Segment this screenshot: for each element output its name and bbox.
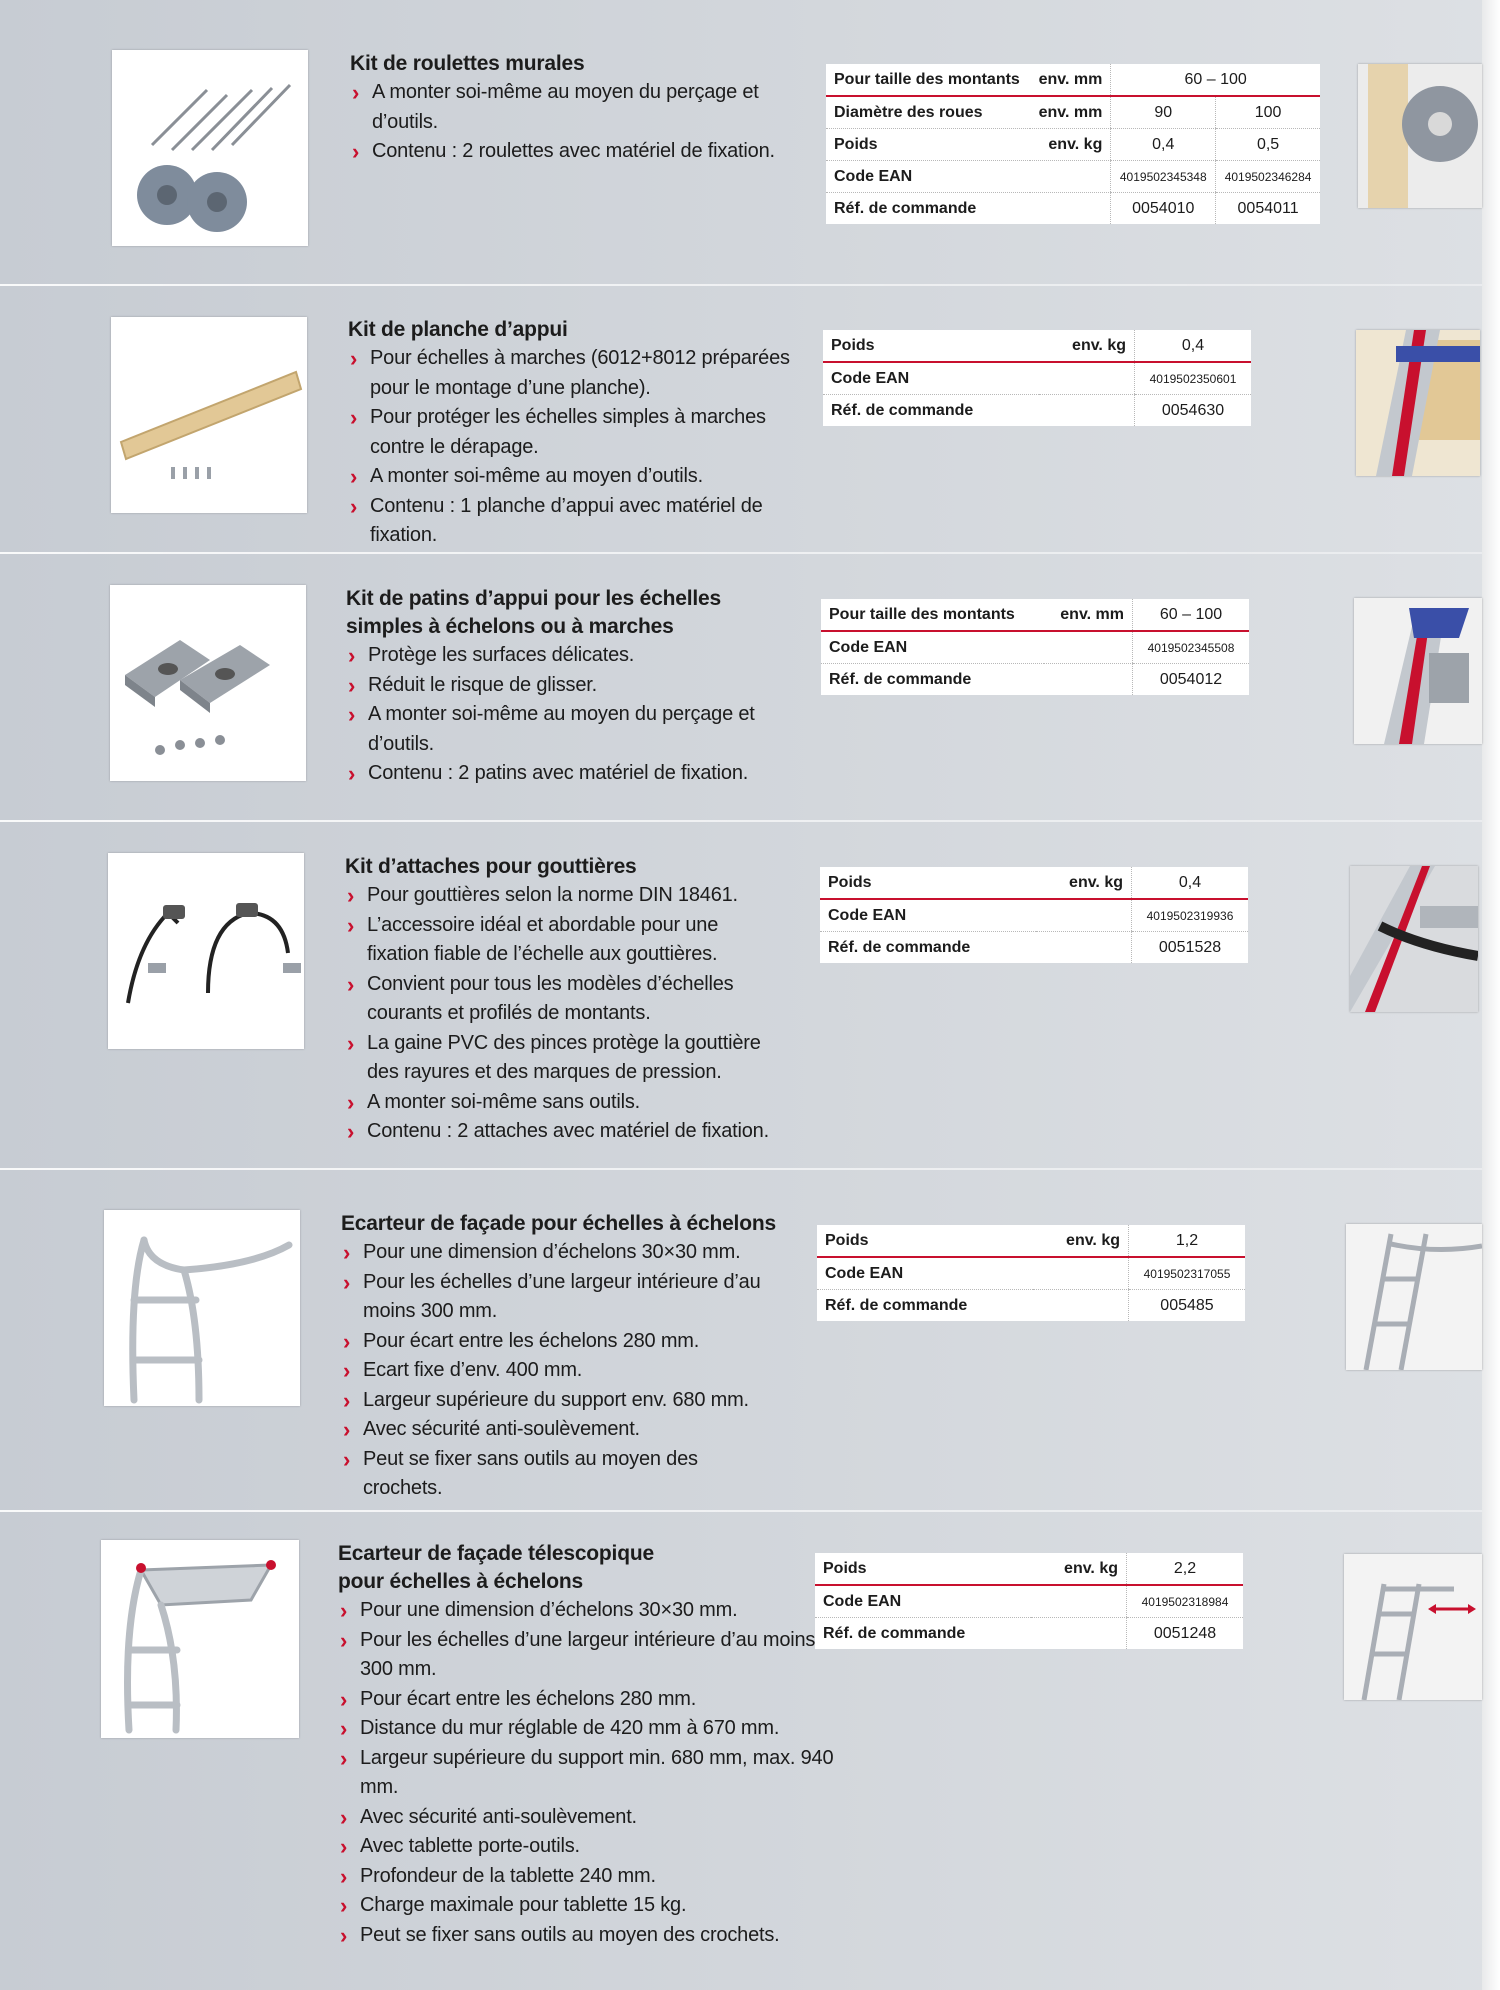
feature-item: › Avec tablette porte-outils. bbox=[338, 1832, 838, 1862]
spec-value: 0,4 bbox=[1135, 330, 1252, 362]
section-divider bbox=[0, 1510, 1482, 1512]
spec-table bbox=[817, 1225, 1245, 1321]
spec-value: 2,2 bbox=[1127, 1553, 1244, 1585]
feature-item: › Avec sécurité anti-soulèvement. bbox=[341, 1415, 781, 1445]
feature-item: › Avec sécurité anti-soulèvement. bbox=[338, 1803, 838, 1833]
feature-item: › Distance du mur réglable de 420 mm à 670 mm. bbox=[338, 1714, 838, 1744]
page-edge bbox=[1482, 0, 1500, 1990]
spec-label: Poids bbox=[826, 129, 1030, 161]
product-title: Kit d’attaches pour gouttières bbox=[345, 855, 637, 878]
spec-value: 4019502350601 bbox=[1135, 362, 1252, 395]
feature-item: › Pour échelles à marches (6012+8012 préparées pour le montage d’une planche). bbox=[348, 344, 818, 403]
feature-item: › Pour une dimension d’échelons 30×30 mm. bbox=[338, 1596, 838, 1626]
spec-label: Poids bbox=[823, 330, 1039, 362]
spec-unit bbox=[1030, 193, 1111, 225]
spec-unit: env. mm bbox=[1044, 599, 1133, 631]
support-board-description bbox=[348, 316, 818, 551]
spec-unit: env. kg bbox=[1036, 867, 1132, 899]
product-title: Kit de planche d’appui bbox=[348, 318, 568, 341]
product-title: Kit de patins d’appui pour les échelles simples à échelons ou à marches bbox=[346, 587, 721, 638]
facade-spacer-photo bbox=[104, 1210, 300, 1406]
gutter-clips-photo bbox=[108, 853, 304, 1049]
spec-value: 0,5 bbox=[1216, 129, 1320, 161]
spec-unit bbox=[1033, 1257, 1129, 1290]
spec-label: Code EAN bbox=[820, 899, 1036, 932]
feature-item: › Pour gouttières selon la norme DIN 18461. bbox=[345, 881, 785, 911]
spec-label: Réf. de commande bbox=[831, 401, 974, 419]
feature-item: › Peut se fixer sans outils au moyen des crochets. bbox=[341, 1445, 781, 1504]
spec-value: 100 bbox=[1216, 96, 1320, 129]
wall-rollers-photo bbox=[112, 50, 308, 246]
spec-table bbox=[823, 330, 1251, 426]
spec-value: 0054010 bbox=[1111, 193, 1216, 225]
spec-table bbox=[820, 867, 1248, 963]
spec-label: Code EAN bbox=[823, 362, 1039, 395]
feature-item: › Pour protéger les échelles simples à marches contre le dérapage. bbox=[348, 403, 818, 462]
spec-unit: env. kg bbox=[1030, 129, 1111, 161]
feature-item: › Pour une dimension d’échelons 30×30 mm. bbox=[341, 1238, 781, 1268]
spec-value: 005485 bbox=[1129, 1290, 1246, 1322]
feature-item: › Contenu : 2 attaches avec matériel de fixation. bbox=[345, 1117, 785, 1147]
spec-value: 4019502345508 bbox=[1133, 631, 1250, 664]
feature-item: › La gaine PVC des pinces protège la gouttière des rayures et des marques de pression. bbox=[345, 1029, 785, 1088]
facade-spacer-detail-thumbnail bbox=[1346, 1224, 1482, 1370]
feature-item: › Peut se fixer sans outils au moyen des crochets. bbox=[338, 1921, 838, 1951]
spec-value: 0054012 bbox=[1133, 664, 1250, 696]
support-pads-detail-thumbnail bbox=[1354, 598, 1482, 744]
spec-value: 1,2 bbox=[1129, 1225, 1246, 1257]
feature-item: › L’accessoire idéal et abordable pour une fixation fiable de l’échelle aux gouttières. bbox=[345, 911, 785, 970]
spec-value: 4019502317055 bbox=[1129, 1257, 1246, 1290]
feature-item: › Largeur supérieure du support min. 680 mm, max. 940 mm. bbox=[338, 1744, 838, 1803]
feature-item: › Charge maximale pour tablette 15 kg. bbox=[338, 1891, 838, 1921]
feature-item: › Convient pour tous les modèles d’échelles courants et profilés de montants. bbox=[345, 970, 785, 1029]
spec-label: Code EAN bbox=[817, 1257, 1033, 1290]
product-title: Kit de roulettes murales bbox=[350, 52, 585, 75]
spec-unit bbox=[1039, 362, 1135, 395]
spec-unit bbox=[1044, 631, 1133, 664]
feature-item: › A monter soi-même au moyen du perçage et d’outils. bbox=[350, 78, 810, 137]
spec-value: 0051528 bbox=[1132, 932, 1249, 964]
spec-unit bbox=[1044, 664, 1133, 696]
spec-value: 4019502345348 bbox=[1111, 161, 1216, 193]
spec-table bbox=[821, 599, 1249, 695]
support-pads-description bbox=[346, 585, 826, 789]
gutter-clips-description bbox=[345, 853, 825, 1147]
spec-label: Réf. de commande bbox=[823, 1624, 966, 1642]
spec-label: Poids bbox=[820, 867, 1036, 899]
spec-unit bbox=[1030, 161, 1111, 193]
telescopic-spacer-description bbox=[338, 1540, 858, 1950]
feature-item: › A monter soi-même au moyen d’outils. bbox=[348, 462, 818, 492]
spec-unit bbox=[1036, 932, 1132, 964]
spec-label: Poids bbox=[815, 1553, 1031, 1585]
spec-value: 4019502346284 bbox=[1216, 161, 1320, 193]
wall-rollers-detail-thumbnail bbox=[1358, 64, 1482, 208]
feature-item: › Ecart fixe d’env. 400 mm. bbox=[341, 1356, 781, 1386]
spec-unit bbox=[1036, 899, 1132, 932]
spec-unit: env. mm bbox=[1030, 64, 1111, 96]
spec-value: 4019502318984 bbox=[1127, 1585, 1244, 1618]
spec-unit bbox=[1031, 1618, 1127, 1650]
feature-item: › Contenu : 2 roulettes avec matériel de fixation. bbox=[350, 137, 810, 167]
spec-label: Réf. de commande bbox=[828, 938, 971, 956]
spec-label: Poids bbox=[817, 1225, 1033, 1257]
spec-unit: env. kg bbox=[1033, 1225, 1129, 1257]
spec-label: Pour taille des montants bbox=[826, 64, 1030, 96]
spec-value: 60 – 100 bbox=[1133, 599, 1250, 631]
spec-unit: env. kg bbox=[1039, 330, 1135, 362]
telescopic-spacer-detail-thumbnail bbox=[1344, 1554, 1482, 1700]
product-title: Ecarteur de façade pour échelles à échelons bbox=[341, 1212, 776, 1235]
spec-label: Code EAN bbox=[815, 1585, 1031, 1618]
feature-item: › Contenu : 2 patins avec matériel de fixation. bbox=[346, 759, 826, 789]
feature-item: › A monter soi-même sans outils. bbox=[345, 1088, 785, 1118]
support-board-detail-thumbnail bbox=[1356, 330, 1480, 476]
spec-unit bbox=[1031, 1585, 1127, 1618]
facade-spacer-description bbox=[341, 1210, 821, 1504]
spec-table bbox=[826, 64, 1320, 224]
spec-label: Pour taille des montants bbox=[821, 599, 1044, 631]
feature-item: › Profondeur de la tablette 240 mm. bbox=[338, 1862, 838, 1892]
feature-item: › A monter soi-même au moyen du perçage et d’outils. bbox=[346, 700, 826, 759]
spec-label: Réf. de commande bbox=[825, 1296, 968, 1314]
spec-value: 0,4 bbox=[1111, 129, 1216, 161]
spec-unit: env. mm bbox=[1030, 96, 1111, 129]
spec-unit: env. kg bbox=[1031, 1553, 1127, 1585]
spec-value: 0054630 bbox=[1135, 395, 1252, 427]
section-divider bbox=[0, 1168, 1482, 1170]
support-pads-photo bbox=[110, 585, 306, 781]
feature-item: › Pour écart entre les échelons 280 mm. bbox=[341, 1327, 781, 1357]
spec-label: Réf. de commande bbox=[829, 670, 972, 688]
section-divider bbox=[0, 552, 1482, 554]
spec-value: 0051248 bbox=[1127, 1618, 1244, 1650]
spec-label: Diamètre des roues bbox=[826, 96, 1030, 129]
spec-value: 0,4 bbox=[1132, 867, 1249, 899]
gutter-clips-detail-thumbnail bbox=[1350, 866, 1478, 1012]
spec-label: Code EAN bbox=[826, 161, 1030, 193]
section-divider bbox=[0, 284, 1482, 286]
feature-item: › Pour écart entre les échelons 280 mm. bbox=[338, 1685, 838, 1715]
spec-unit bbox=[1033, 1290, 1129, 1322]
section-divider bbox=[0, 820, 1482, 822]
wall-rollers-description bbox=[350, 50, 810, 167]
spec-label: Code EAN bbox=[821, 631, 1044, 664]
spec-table bbox=[815, 1553, 1243, 1649]
spec-value: 90 bbox=[1111, 96, 1216, 129]
feature-item: › Pour les échelles d’une largeur intérieure d’au moins 300 mm. bbox=[338, 1626, 838, 1685]
feature-item: › Pour les échelles d’une largeur intérieure d’au moins 300 mm. bbox=[341, 1268, 781, 1327]
spec-label: Réf. de commande bbox=[834, 199, 977, 217]
feature-item: › Réduit le risque de glisser. bbox=[346, 671, 826, 701]
feature-item: › Largeur supérieure du support env. 680 mm. bbox=[341, 1386, 781, 1416]
spec-unit bbox=[1039, 395, 1135, 427]
spec-value: 60 – 100 bbox=[1111, 64, 1320, 96]
telescopic-spacer-photo bbox=[101, 1540, 299, 1738]
support-board-photo bbox=[111, 317, 307, 513]
feature-item: › Protège les surfaces délicates. bbox=[346, 641, 826, 671]
spec-value: 4019502319936 bbox=[1132, 899, 1249, 932]
product-title: Ecarteur de façade télescopique pour échelles à échelons bbox=[338, 1542, 654, 1593]
feature-item: › Contenu : 1 planche d’appui avec matériel de fixation. bbox=[348, 492, 818, 551]
spec-value: 0054011 bbox=[1216, 193, 1320, 225]
